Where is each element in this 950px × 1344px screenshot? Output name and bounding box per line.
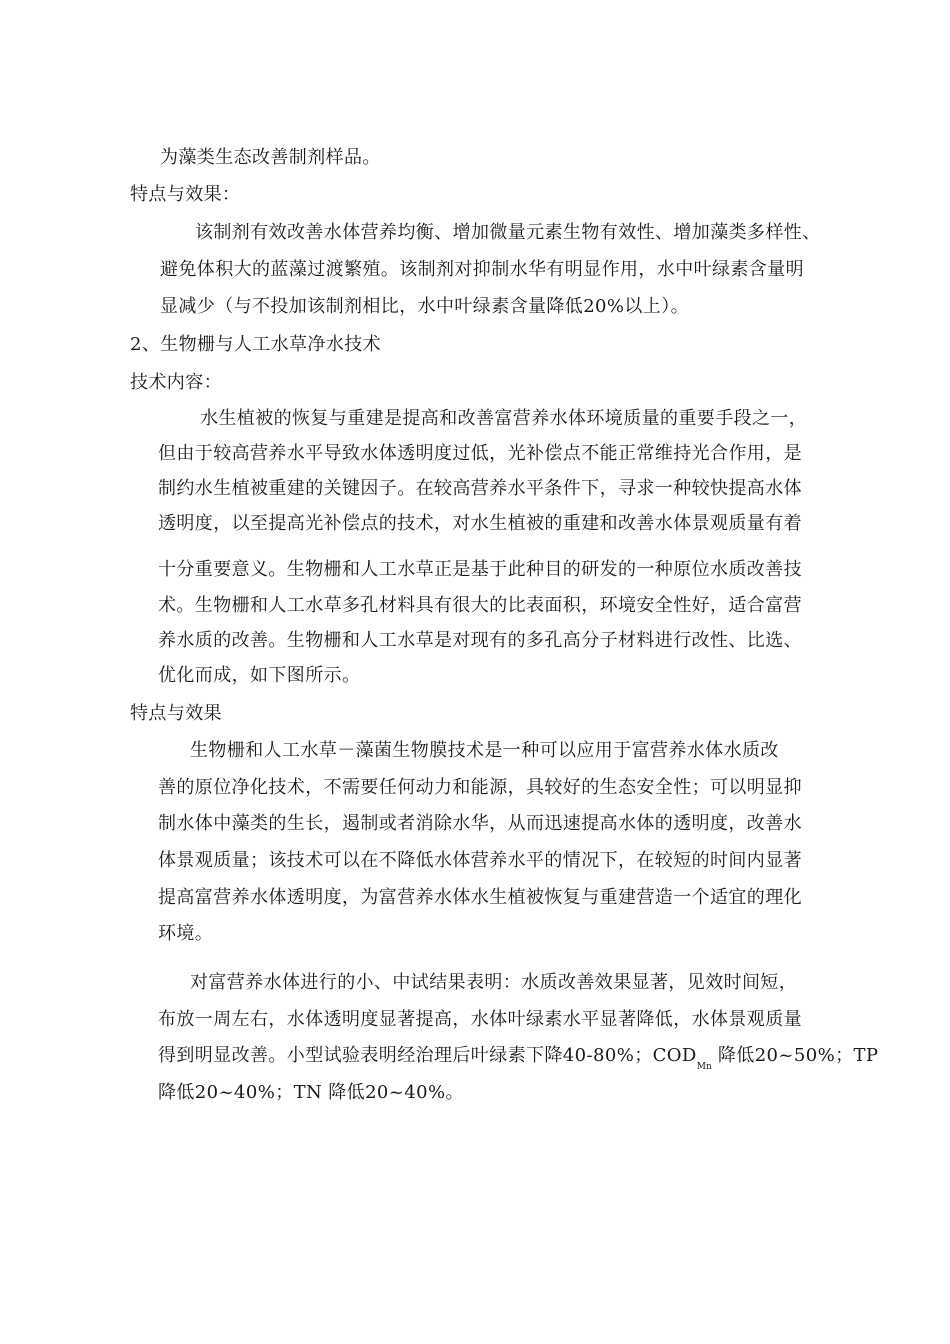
result-line-1: 对富营养水体进行的小、中试结果表明：水质改善效果显著，见效时间短，: [190, 972, 798, 993]
content-line-3: 制约水生植被重建的关键因子。在较高营养水平条件下，寻求一种较快提高水体: [158, 478, 802, 499]
effect-line-3: 制水体中藻类的生长，遏制或者消除水华，从而迅速提高水体的透明度，改善水: [158, 813, 802, 834]
content-line-4: 透明度，以至提高光补偿点的技术，对水生植被的重建和改善水体景观质量有着: [158, 513, 802, 534]
content-line-7: 养水质的改善。生物栅和人工水草是对现有的多孔高分子材料进行改性、比选、: [158, 630, 802, 651]
intro-line: 为藻类生态改善制剂样品。: [160, 147, 381, 168]
content-heading: 技术内容：: [130, 372, 222, 393]
result-line-2: 布放一周左右，水体透明度显著提高，水体叶绿素水平显著降低，水体景观质量: [158, 1009, 802, 1030]
result-line-3: [158, 1044, 878, 1071]
effect-line-2: 善的原位净化技术，不需要任何动力和能源，具较好的生态安全性；可以明显抑: [158, 777, 802, 798]
effect-line-1: 生物栅和人工水草－藻菌生物膜技术是一种可以应用于富营养水体水质改: [190, 740, 779, 761]
section1-effect-line-2: 避免体积大的蓝藻过渡繁殖。该制剂对抑制水华有明显作用，水中叶绿素含量明: [160, 259, 804, 280]
content-line-1: 水生植被的恢复与重建是提高和改善富营养水体环境质量的重要手段之一，: [200, 408, 808, 429]
result-line-3-pre: 得到明显改善。小型试验表明经治理后叶绿素下降40-80%；COD: [158, 1045, 697, 1066]
effect-line-5: 提高富营养水体透明度，为富营养水体水生植被恢复与重建营造一个适宜的理化: [158, 887, 802, 908]
content-line-2: 但由于较高营养水平导致水体透明度过低，光补偿点不能正常维持光合作用，是: [158, 443, 802, 464]
content-line-5: 十分重要意义。生物栅和人工水草正是基于此种目的研发的一种原位水质改善技: [158, 559, 802, 580]
section2-title: 2、生物栅与人工水草净水技术: [130, 334, 382, 355]
section1-effect-heading: 特点与效果：: [130, 184, 241, 205]
result-line-3-post: 降低20~50%；TP: [711, 1045, 879, 1066]
effect-line-6: 环境。: [158, 923, 214, 944]
section1-effect-line-1: 该制剂有效改善水体营养均衡、增加微量元素生物有效性、增加藻类多样性、: [195, 222, 821, 243]
content-line-6: 术。生物栅和人工水草多孔材料具有很大的比表面积，环境安全性好，适合富营: [158, 595, 802, 616]
content-line-8: 优化而成，如下图所示。: [158, 665, 361, 686]
result-line-4: 降低20~40%；TN 降低20~40%。: [158, 1082, 464, 1103]
section1-effect-line-3: 显减少（与不投加该制剂相比，水中叶绿素含量降低20%以上）。: [160, 296, 690, 317]
effect-line-4: 体景观质量；该技术可以在不降低水体营养水平的情况下，在较短的时间内显著: [158, 850, 802, 871]
cod-subscript: Mn: [696, 1062, 712, 1072]
effect-heading: 特点与效果: [130, 703, 222, 724]
